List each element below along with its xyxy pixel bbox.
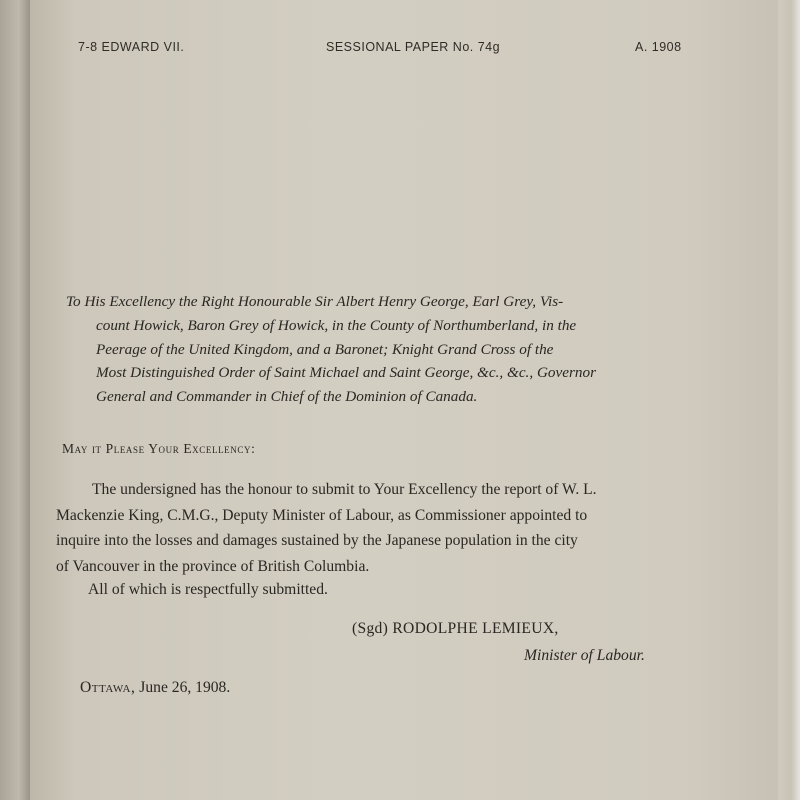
running-head-right: A. 1908 [635,40,682,54]
address-line: General and Commander in Chief of the Dominion of Canada. [96,388,478,406]
running-head-center: SESSIONAL PAPER No. 74g [326,40,501,54]
place: Ottawa, [80,679,136,696]
address-line: count Howick, Baron Grey of Howick, in the County of Northumberland, in the [96,316,577,334]
body-line: inquire into the losses and damages sustained by the Japanese population in the city [56,532,578,549]
address-line: Most Distinguished Order of Saint Michael and Saint George, &c., &c., Governor [96,364,597,382]
body-line: of Vancouver in the province of British Columbia. [56,557,370,575]
place-date [80,679,230,697]
previous-page-edge [0,0,34,800]
address-block [66,290,706,409]
closing-line: All of which is respectfully submitted. [88,581,328,598]
salutation: May it Please Your Excellency: [62,441,256,456]
address-line: Peerage of the United Kingdom, and a Baronet; Knight Grand Cross of the [96,340,554,358]
letter-body [56,477,716,579]
body-line: The undersigned has the honour to submit to Your Excellency the report of W. L. [92,481,597,498]
running-head-left: 7-8 EDWARD VII. [78,40,185,54]
signature-role: Minister of Labour. [524,647,645,664]
page-right-edge [778,0,800,800]
address-line: To His Excellency the Right Honourable Sir Albert Henry George, Earl Grey, Vis- [66,293,564,310]
body-line: Mackenzie King, C.M.G., Deputy Minister of Labour, as Commissioner appointed to [56,506,588,524]
signature-name: (Sgd) RODOLPHE LEMIEUX, [352,620,559,637]
date: June 26, 1908. [139,679,231,696]
